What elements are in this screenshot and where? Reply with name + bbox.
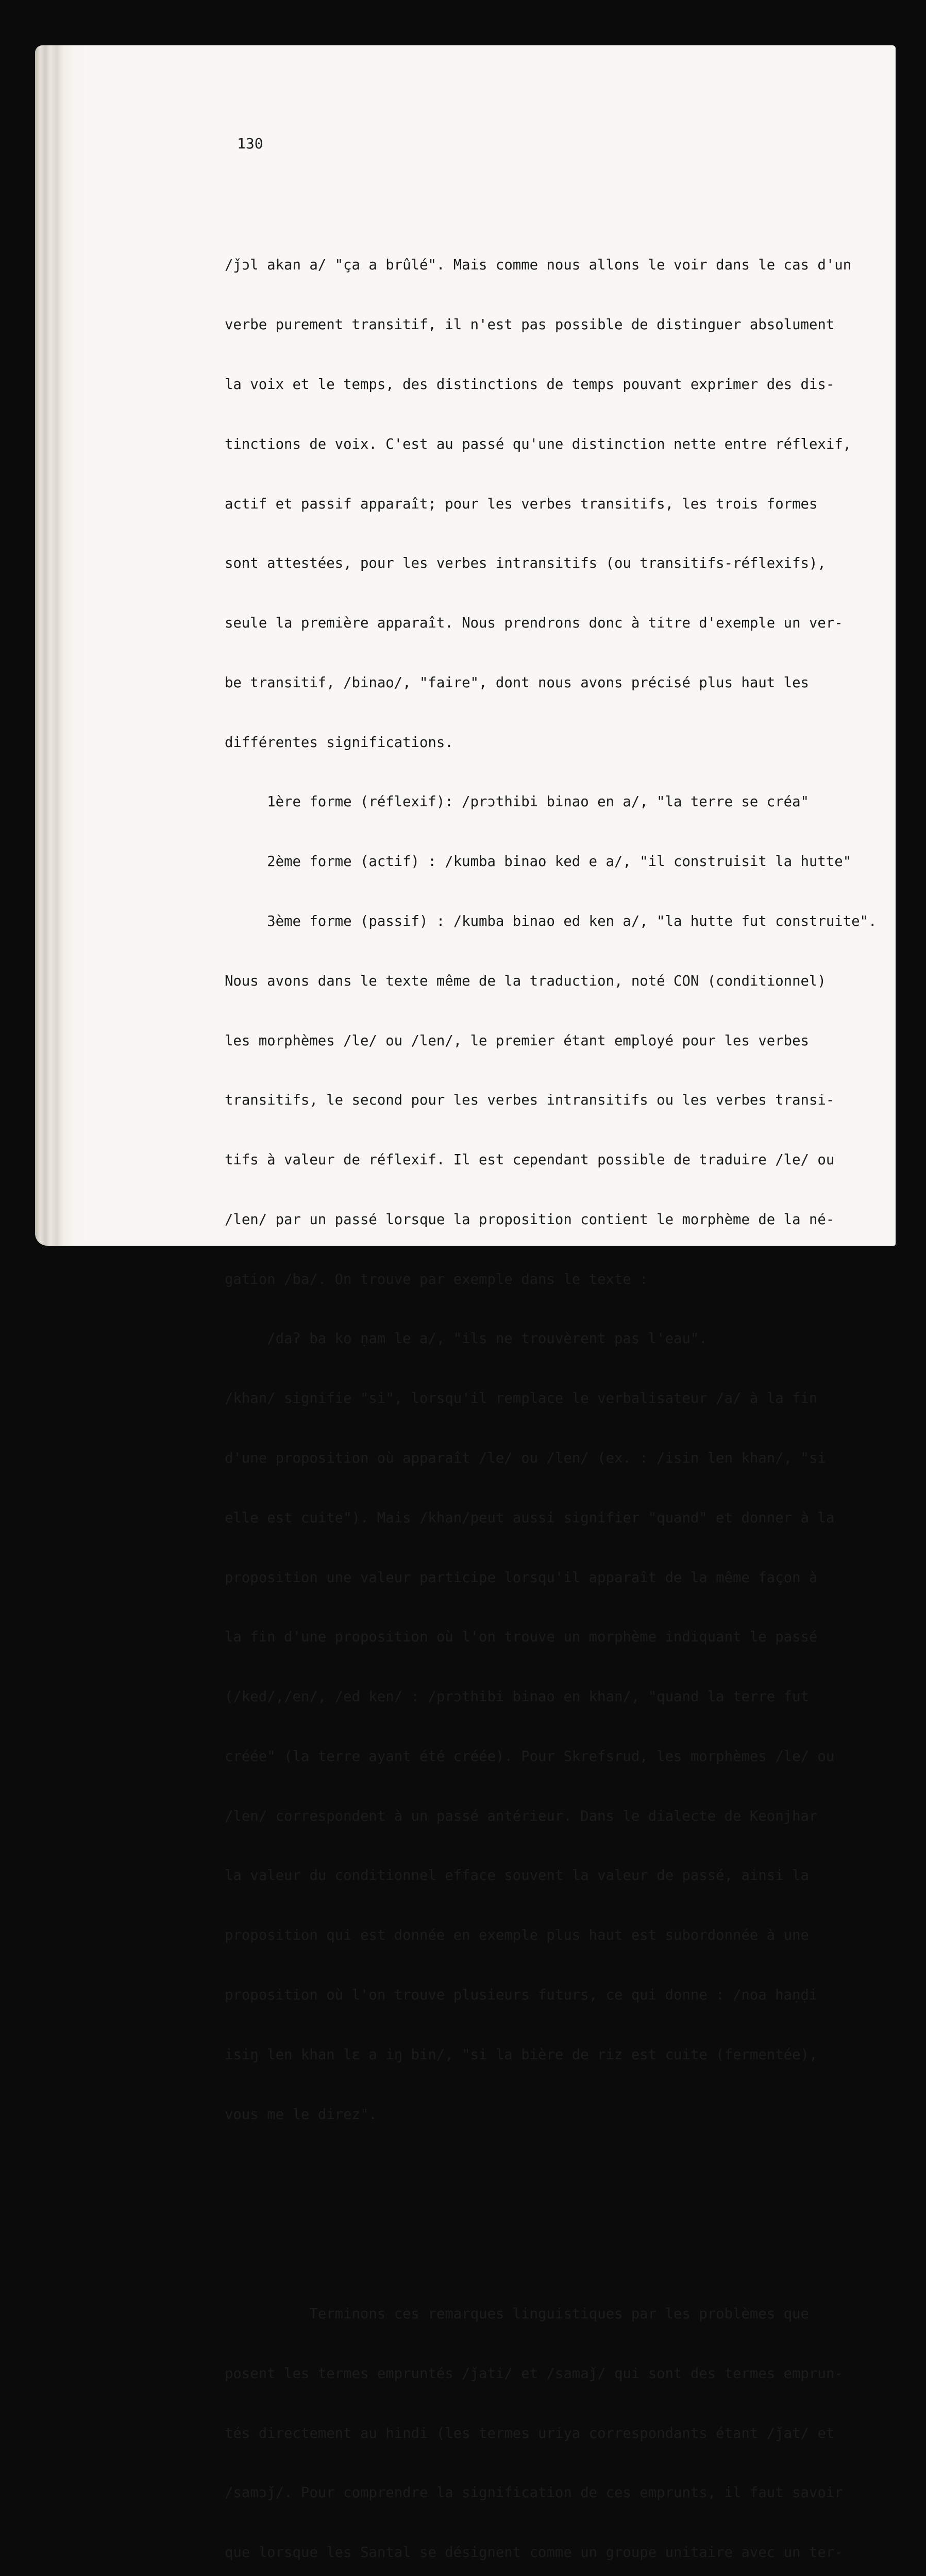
- text-line: proposition qui est donnée en exemple plus haut est subordonnée à une: [225, 1927, 809, 1944]
- paragraph-2: [225, 2265, 864, 2576]
- text-line: d'une proposition où apparaît /le/ ou /len/ (ex. : /isin len khan/, "si: [225, 1450, 826, 1466]
- text-line: Nous avons dans le texte même de la traduction, noté CON (conditionnel): [225, 973, 826, 989]
- text-line: verbe purement transitif, il n'est pas possible de distinguer absolument: [225, 317, 835, 333]
- text-line: /khan/ signifie "si", lorsqu'il remplace le verbalisateur /a/ à la fin: [225, 1391, 818, 1407]
- text-line: /len/ correspondent à un passé antérieur. Dans le dialecte de Keonjhar: [225, 1808, 818, 1824]
- text-line: tés directement au hindi (les termes uriya correspondants étant /ǰat/ et: [225, 2425, 835, 2442]
- text-line: différentes significations.: [225, 734, 453, 751]
- text-line: 3ème forme (passif) : /kumba binao ed ken a/, "la hutte fut construite".: [225, 913, 877, 929]
- text-line: vous me le direz".: [225, 2106, 377, 2123]
- text-line: sont attestées, pour les verbes intransitifs (ou transitifs-réflexifs),: [225, 555, 826, 572]
- text-line: Terminons ces remarques linguistiques par les problèmes que: [225, 2306, 809, 2322]
- page-number: 130: [237, 135, 263, 152]
- text-line: proposition une valeur participe lorsqu'il apparaît de la même façon à: [225, 1569, 818, 1586]
- text-line: seule la première apparaît. Nous prendrons donc à titre d'exemple un ver-: [225, 615, 843, 632]
- text-line: tinctions de voix. C'est au passé qu'une distinction nette entre réflexif,: [225, 436, 852, 452]
- text-line: gation /ba/. On trouve par exemple dans le texte :: [225, 1271, 648, 1287]
- text-line: que lorsque les Santal se désignent comme un groupe unitaire avec un ter-: [225, 2545, 843, 2561]
- text-line: la valeur du conditionnel efface souvent la valeur de passé, ainsi la: [225, 1868, 809, 1884]
- text-line: 2ème forme (actif) : /kumba binao ked e a/, "il construisit la hutte": [225, 854, 852, 870]
- paragraph-gap: [225, 2205, 864, 2225]
- paragraph-1: [225, 216, 877, 2164]
- text-line: actif et passif apparaît; pour les verbes transitifs, les trois formes: [225, 496, 818, 512]
- text-line: elle est cuite"). Mais /khan/peut aussi signifier "quand" et donner à la: [225, 1510, 835, 1526]
- body-text: [225, 176, 877, 2576]
- text-line: transitifs, le second pour les verbes intransitifs ou les verbes transi-: [225, 1092, 835, 1109]
- text-line: les morphèmes /le/ ou /len/, le premier étant employé pour les verbes: [225, 1032, 809, 1049]
- text-line: la fin d'une proposition où l'on trouve un morphème indiquant le passé: [225, 1629, 818, 1646]
- text-line: /daʔ ba ko ṇam le a/, "ils ne trouvèrent pas l'eau".: [225, 1331, 708, 1347]
- text-line: 1ère forme (réflexif): /prɔthibi binao en a/, "la terre se créa": [225, 794, 809, 810]
- text-line: (/ked/,/en/, /ed ken/ : /prɔthibi binao en khan/, "quand la terre fut: [225, 1689, 809, 1705]
- text-line: créée" (la terre ayant été créée). Pour Skrefsrud, les morphèmes /le/ ou: [225, 1748, 835, 1765]
- text-line: /len/ par un passé lorsque la proposition contient le morphème de la né-: [225, 1211, 835, 1228]
- text-line: isiŋ len khan lɛ a iŋ bin/, "si la bière de riz est cuite (fermentée),: [225, 2046, 818, 2063]
- text-line: /ǰɔl akan a/ "ça a brûlé". Mais comme nous allons le voir dans le cas d'un: [225, 257, 852, 274]
- text-line: be transitif, /binao/, "faire", dont nous avons précisé plus haut les: [225, 674, 809, 691]
- text-line: posent les termes empruntés /ǰati/ et /samaǰ/ qui sont des termes emprun-: [225, 2365, 843, 2382]
- text-line: tifs à valeur de réflexif. Il est cependant possible de traduire /le/ ou: [225, 1152, 835, 1168]
- text-line: /samɔǰ/. Pour comprendre la signification de ces emprunts, il faut savoir: [225, 2485, 843, 2501]
- text-line: proposition où l'on trouve plusieurs futurs, ce qui donne : /noa haṇḍi: [225, 1987, 818, 2004]
- text-line: la voix et le temps, des distinctions de temps pouvant exprimer des dis-: [225, 376, 835, 393]
